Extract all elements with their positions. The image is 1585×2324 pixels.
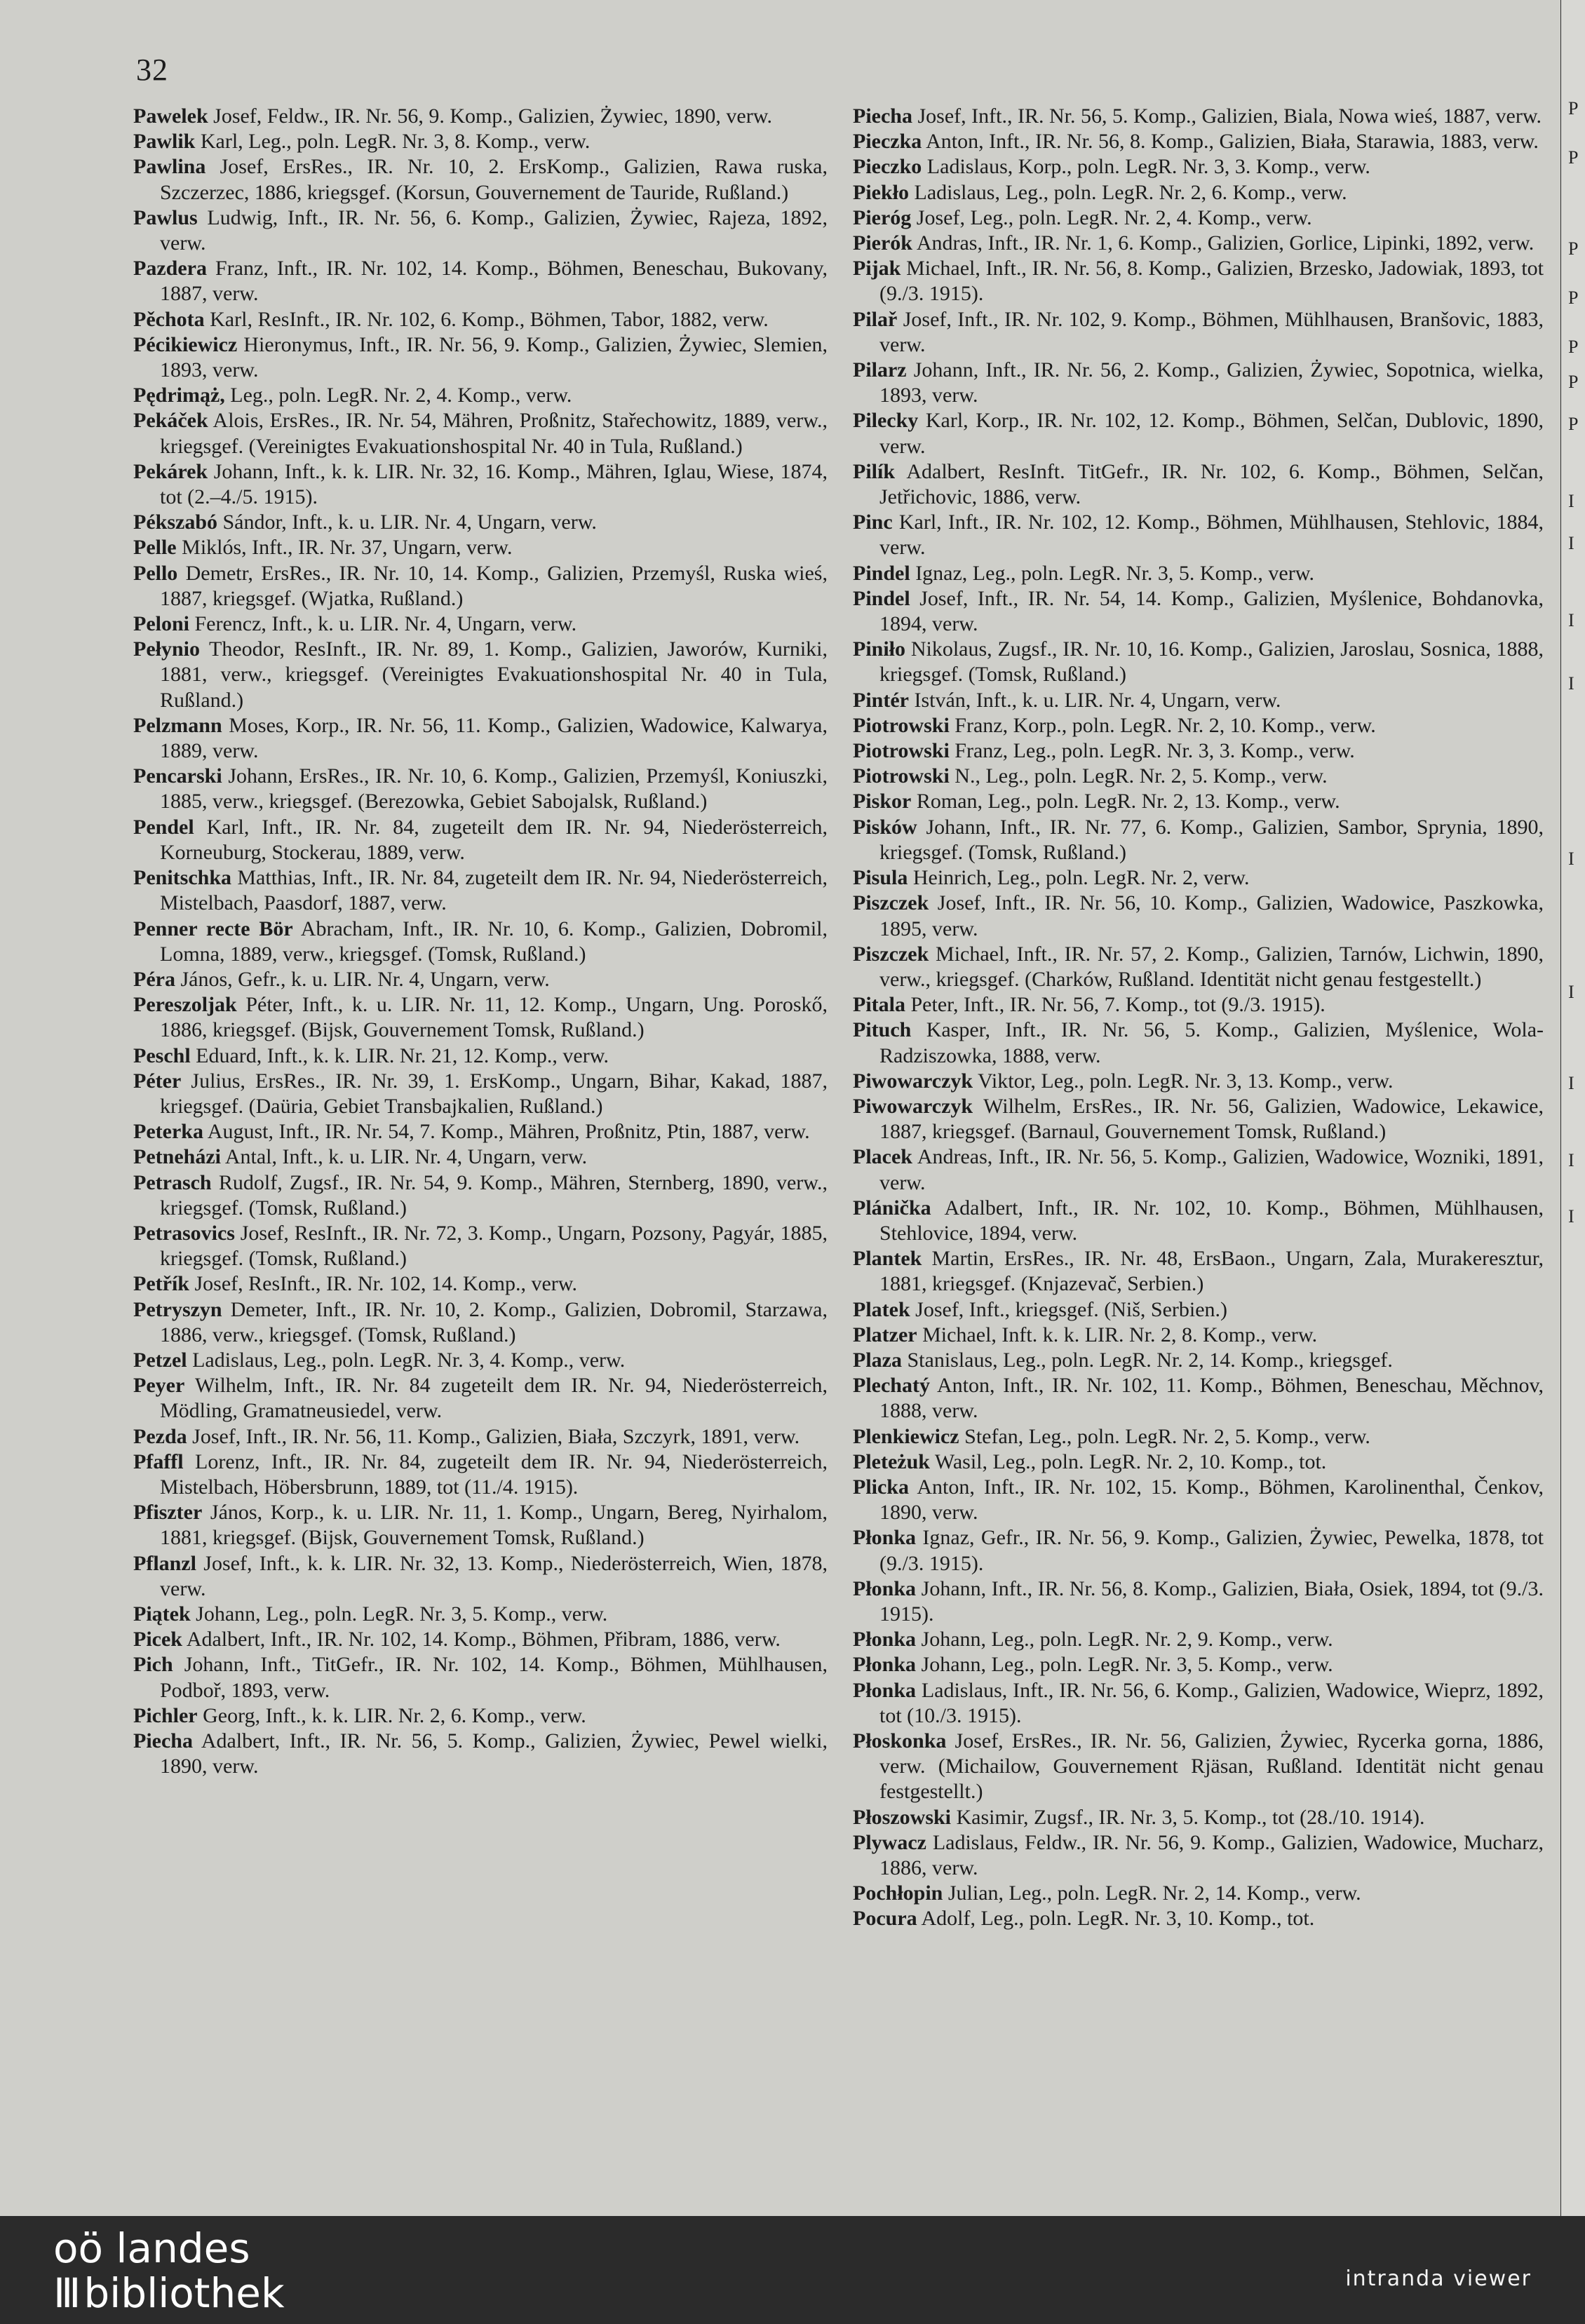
entry-details: Antal, Inft., k. u. LIR. Nr. 4, Ungarn, verw. [220,1145,588,1169]
register-entry [853,510,1544,560]
register-entry [133,332,828,383]
entry-surname: Piekło [853,180,909,204]
entry-surname: Peloni [133,612,189,636]
entry-details: Péter, Inft., k. u. LIR. Nr. 11, 12. Komp., Ungarn, Ung. Poroskő, 1886, kriegsgef. (Bijsk, Gouvernement Tomsk, Rußland.) [160,993,828,1042]
entry-details: Josef, ErsRes., IR. Nr. 10, 2. ErsKomp., Galizien, Rawa ruska, Szczerzec, 1886, kriegsgef. (Korsun, Gouvernement de Tauride, Rußland.) [160,155,828,204]
register-entry [133,1424,828,1450]
entry-surname: Petzel [133,1348,187,1372]
entry-details: Josef, Inft., IR. Nr. 56, 5. Komp., Galizien, Biala, Nowa wieś, 1887, verw. [912,104,1542,128]
entry-details: Wasil, Leg., poln. LegR. Nr. 2, 10. Komp., tot. [929,1450,1327,1473]
register-entry [853,1729,1544,1805]
edge-letter: P [1568,288,1579,308]
register-entry [133,1729,828,1779]
register-entry [133,383,828,408]
entry-details: Adolf, Leg., poln. LegR. Nr. 3, 10. Komp., tot. [917,1907,1315,1931]
entry-details: Nikolaus, Zugsf., IR. Nr. 10, 16. Komp., Galizien, Jaroslau, Sosnica, 1888, kriegsgef. (Tomsk, Rußland.) [879,637,1544,687]
entry-details: Ladislaus, Korp., poln. LegR. Nr. 3, 3. Komp., verw. [922,155,1370,179]
register-entry [853,891,1544,941]
entry-surname: Pisków [853,815,917,839]
entry-surname: Pawlik [133,130,196,154]
entry-details: Karl, ResInft., IR. Nr. 102, 6. Komp., Böhmen, Tabor, 1882, verw. [204,307,769,331]
register-entry [853,408,1544,459]
entry-surname: Penitschka [133,866,232,890]
entry-surname: Petřík [133,1272,189,1296]
entry-surname: Pekáček [133,409,208,433]
register-entry [853,1373,1544,1424]
edge-letter: P [1568,147,1579,168]
entry-details: Julian, Leg., poln. LegR. Nr. 2, 14. Komp., verw. [943,1882,1361,1905]
entry-details: Johann, Inft., k. k. LIR. Nr. 32, 16. Komp., Mähren, Iglau, Wiese, 1874, tot (2.–4./5. 1915). [160,459,828,509]
entry-details: Stanislaus, Leg., poln. LegR. Nr. 2, 14. Komp., kriegsgef. [901,1348,1393,1372]
entry-surname: Pocura [853,1907,917,1931]
register-entry [133,1170,828,1221]
register-entry [133,917,828,967]
register-entry [853,180,1544,205]
register-entry [133,307,828,332]
entry-details: Johann, ErsRes., IR. Nr. 10, 6. Komp., Galizien, Przemyśl, Koniuszki, 1885, verw., kriegsgef. (Berezowka, Gebiet Sabojalsk, Rußland.) [160,764,828,813]
entry-surname: Pleteżuk [853,1450,930,1473]
entry-details: Josef, Inft., IR. Nr. 56, 10. Komp., Galizien, Wadowice, Paszkowka, 1895, verw. [879,891,1544,940]
entry-surname: Pawlina [133,155,206,179]
entry-details: Peter, Inft., IR. Nr. 56, 7. Komp., tot (9./3. 1915). [905,993,1326,1017]
register-entry [853,637,1544,687]
entry-details: János, Gefr., k. u. LIR. Nr. 4, Ungarn, verw. [175,967,550,991]
entry-surname: Pitala [853,993,905,1017]
entry-surname: Pflanzl [133,1551,196,1575]
register-entry [133,1500,828,1551]
register-entry [133,205,828,256]
register-entry [853,865,1544,891]
entry-surname: Petrasch [133,1170,212,1194]
entry-details: Karl, Inft., IR. Nr. 102, 12. Komp., Böhmen, Mühlhausen, Stehlovic, 1884, verw. [879,511,1544,560]
entry-details: Martin, ErsRes., IR. Nr. 48, ErsBaon., Ungarn, Zala, Murakeresztur, 1881, kriegsgef. (Knjazevač, Serbien.) [879,1247,1544,1296]
register-entry [853,256,1544,306]
entry-details: János, Korp., k. u. LIR. Nr. 11, 1. Komp., Ungarn, Bereg, Nyirhalom, 1881, kriegsgef. (Bijsk, Gouvernement Tomsk, Rußland.) [160,1501,828,1550]
entry-details: Miklós, Inft., IR. Nr. 37, Ungarn, verw. [176,536,513,560]
register-entry [853,942,1544,992]
register-entry [853,1196,1544,1246]
register-entry [133,1373,828,1424]
entry-surname: Pazdera [133,257,207,281]
entry-surname: Piotrowski [853,713,950,737]
entry-surname: Petrasovics [133,1221,235,1245]
entry-details: Georg, Inft., k. k. LIR. Nr. 2, 6. Komp., verw. [197,1703,586,1727]
register-entry [133,1348,828,1373]
register-entry [853,129,1544,154]
entry-surname: Pierók [853,231,912,255]
entry-details: Anton, Inft., IR. Nr. 56, 8. Komp., Galizien, Biała, Starawia, 1883, verw. [922,130,1539,154]
edge-letter: I [1568,491,1574,511]
register-entry [853,307,1544,358]
entry-details: Josef, Inft., IR. Nr. 102, 9. Komp., Böhmen, Mühlhausen, Branšovic, 1883, verw. [879,307,1544,356]
entry-details: Kasper, Inft., IR. Nr. 56, 5. Komp., Galizien, Myślenice, Wola-Radziszowka, 1888, verw. [879,1018,1544,1067]
viewer-label[interactable]: intranda viewer [1345,2266,1532,2291]
register-entry [133,535,828,560]
register-entry [853,586,1544,637]
entry-surname: Placek [853,1145,912,1169]
edge-letter: P [1568,98,1579,119]
entry-details: Michael, Inft. k. k. LIR. Nr. 2, 8. Komp., verw. [917,1323,1318,1346]
entry-details: Andras, Inft., IR. Nr. 1, 6. Komp., Galizien, Gorlice, Lipinki, 1892, verw. [912,231,1535,255]
adjacent-page-edge [1561,0,1585,2216]
entry-surname: Peyer [133,1374,185,1398]
entry-surname: Pezda [133,1424,187,1448]
register-entry [133,154,828,205]
register-entry [853,764,1544,789]
entry-surname: Pello [133,561,178,585]
entry-details: Josef, Leg., poln. LegR. Nr. 2, 4. Komp., verw. [911,205,1312,229]
entry-details: Josef, ResInft., IR. Nr. 102, 14. Komp., verw. [189,1272,577,1296]
logo-line-1: oö landes [53,2224,250,2272]
entry-surname: Pindel [853,561,910,585]
entry-surname: Pijak [853,257,901,281]
entry-surname: Pencarski [133,764,222,788]
entry-surname: Piszczek [853,891,929,915]
register-entry [133,637,828,713]
entry-surname: Piątek [133,1602,191,1626]
register-entry [853,738,1544,764]
entry-details: Adalbert, Inft., IR. Nr. 56, 5. Komp., Galizien, Żywiec, Pewel wielki, 1890, verw. [160,1729,828,1778]
register-entry [853,1475,1544,1525]
entry-surname: Pieróg [853,205,912,229]
edge-letter: I [1568,533,1574,553]
entry-details: Demeter, Inft., IR. Nr. 10, 2. Komp., Galizien, Dobromil, Starzawa, 1886, verw., kriegsgef. (Tomsk, Rußland.) [160,1297,828,1346]
register-entry [133,967,828,992]
entry-surname: Pindel [853,586,910,610]
entry-details: Josef, Inft., kriegsgef. (Niš, Serbien.) [910,1297,1228,1321]
register-entry [133,1144,828,1170]
entry-surname: Pichler [133,1703,198,1727]
entry-surname: Plicka [853,1475,909,1499]
entry-surname: Płonka [853,1576,917,1600]
entry-details: Eduard, Inft., k. k. LIR. Nr. 21, 12. Komp., verw. [190,1043,609,1067]
entry-details: Wilhelm, Inft., IR. Nr. 84 zugeteilt dem IR. Nr. 94, Niederösterreich, Mödling, Gramatneusiedel, verw. [160,1374,828,1423]
entry-surname: Pełynio [133,637,200,661]
entry-details: Johann, Leg., poln. LegR. Nr. 3, 5. Komp., verw. [190,1602,608,1626]
entry-surname: Pituch [853,1018,912,1042]
entry-surname: Piotrowski [853,764,950,788]
edge-letter: I [1568,610,1574,630]
edge-letter: I [1568,849,1574,869]
register-entry [133,1652,828,1703]
entry-details: August, Inft., IR. Nr. 54, 7. Komp., Mähren, Proßnitz, Ptin, 1887, verw. [203,1120,810,1144]
entry-surname: Plánička [853,1196,931,1220]
register-entry [133,408,828,459]
register-entry [133,1271,828,1297]
register-entry [853,1652,1544,1677]
entry-details: Anton, Inft., IR. Nr. 102, 11. Komp., Böhmen, Beneschau, Měchnov, 1888, verw. [879,1374,1544,1423]
entry-surname: Pisula [853,866,908,890]
left-column [133,104,828,1779]
entry-surname: Pawelek [133,104,208,128]
entry-surname: Péra [133,967,175,991]
entry-details: Abracham, Inft., IR. Nr. 10, 6. Komp., Galizien, Dobromil, Lomna, 1889, verw., kriegsgef. (Tomsk, Rußland.) [160,917,828,966]
entry-details: Josef, Inft., IR. Nr. 54, 14. Komp., Galizien, Myślenice, Bohdanovka, 1894, verw. [879,586,1544,636]
register-entry [853,1881,1544,1906]
register-entry [853,104,1544,129]
entry-surname: Piskor [853,790,912,813]
entry-details: Ferencz, Inft., k. u. LIR. Nr. 4, Ungarn, verw. [189,612,577,636]
entry-details: Roman, Leg., poln. LegR. Nr. 2, 13. Komp., verw. [911,790,1340,813]
entry-details: Anton, Inft., IR. Nr. 102, 15. Komp., Böhmen, Karolinenthal, Čenkov, 1890, verw. [879,1475,1544,1525]
entry-surname: Piwowarczyk [853,1069,973,1093]
register-entry [133,815,828,865]
entry-surname: Płonka [853,1678,917,1702]
entry-details: Alois, ErsRes., IR. Nr. 54, Mähren, Proßnitz, Stařechowitz, 1889, verw., kriegsgef. (Vereinigtes Evakuationshospital Nr. 40 in Tula, Rußland.) [160,409,828,458]
entry-details: Adalbert, Inft., IR. Nr. 102, 14. Komp., Böhmen, Přibram, 1886, verw. [182,1628,781,1651]
entry-details: Johann, Inft., TitGefr., IR. Nr. 102, 14. Komp., Böhmen, Mühlhausen, Podboř, 1893, verw. [160,1653,828,1702]
logo-bars-icon: III [53,2269,77,2317]
register-entry [853,1297,1544,1323]
entry-details: István, Inft., k. u. LIR. Nr. 4, Ungarn, verw. [908,688,1281,712]
entry-surname: Pfaffl [133,1450,184,1473]
logo-line-2: bibliothek [83,2269,285,2317]
entry-surname: Penner recte Bör [133,917,293,940]
register-entry [853,1323,1544,1348]
entry-surname: Pinc [853,511,893,534]
register-entry [133,764,828,814]
entry-surname: Piecha [133,1729,193,1752]
entry-surname: Pécikiewicz [133,332,238,356]
register-entry [133,1221,828,1271]
entry-details: Julius, ErsRes., IR. Nr. 39, 1. ErsKomp., Ungarn, Bihar, Kakad, 1887, kriegsgef. (Daüria, Gebiet Transbajkalien, Rußland.) [160,1069,828,1118]
entry-details: Stefan, Leg., poln. LegR. Nr. 2, 5. Komp., verw. [959,1424,1370,1448]
entry-surname: Peterka [133,1120,203,1144]
entry-surname: Pilecky [853,409,919,433]
register-entry [853,1576,1544,1627]
entry-details: Johann, Inft., IR. Nr. 56, 2. Komp., Galizien, Żywiec, Sopotnica, wielka, 1893, verw. [879,358,1544,407]
register-entry [853,459,1544,510]
entry-surname: Pékszabó [133,511,217,534]
entry-details: Franz, Leg., poln. LegR. Nr. 3, 3. Komp., verw. [949,739,1355,763]
entry-details: Ignaz, Gefr., IR. Nr. 56, 9. Komp., Galizien, Żywiec, Pewelka, 1878, tot (9./3. 1915). [879,1526,1544,1575]
entry-details: Josef, ErsRes., IR. Nr. 56, Galizien, Żywiec, Rycerka gorna, 1886, verw. (Michailow, Gouvernement Rjäsan, Rußland. Identität nicht genau festgestellt.) [879,1729,1544,1804]
entry-details: Wilhelm, ErsRes., IR. Nr. 56, Galizien, Wadowice, Lekawice, 1887, kriegsgef. (Barnaul, Gouvernement Tomsk, Rußland.) [879,1094,1544,1144]
register-entry [853,561,1544,586]
entry-surname: Pieczko [853,155,922,179]
entry-surname: Plechatý [853,1374,930,1398]
entry-surname: Piwowarczyk [853,1094,973,1118]
edge-letter: I [1568,1206,1574,1227]
edge-letter: P [1568,372,1579,392]
entry-details: Lorenz, Inft., IR. Nr. 84, zugeteilt dem IR. Nr. 94, Niederösterreich, Mistelbach, Höbersbrunn, 1889, tot (11./4. 1915). [160,1450,828,1499]
edge-letter: P [1568,238,1579,259]
register-entry [133,1119,828,1144]
edge-letter: I [1568,1150,1574,1170]
register-entry [853,815,1544,865]
entry-details: Karl, Inft., IR. Nr. 84, zugeteilt dem IR. Nr. 94, Niederösterreich, Korneuburg, Stockerau, 1889, verw. [160,815,828,864]
entry-surname: Picek [133,1628,182,1651]
entry-details: Karl, Korp., IR. Nr. 102, 12. Komp., Böhmen, Selčan, Dublovic, 1890, verw. [879,409,1544,458]
entry-details: Adalbert, Inft., IR. Nr. 102, 10. Komp., Böhmen, Mühlhausen, Stehlovice, 1894, verw. [879,1196,1544,1245]
entry-surname: Pfiszter [133,1501,203,1525]
register-entry [853,713,1544,738]
entry-surname: Płonka [853,1653,917,1677]
register-entry [853,992,1544,1018]
register-entry [133,713,828,764]
page-number: 32 [136,53,168,87]
edge-letter: I [1568,673,1574,694]
register-entry [133,1043,828,1069]
entry-surname: Petneházi [133,1145,221,1169]
entry-surname: Piotrowski [853,739,950,763]
register-entry [133,1297,828,1348]
register-entry [853,231,1544,256]
register-entry [853,1525,1544,1576]
edge-letter: P [1568,337,1579,357]
entry-details: Ludwig, Inft., IR. Nr. 56, 6. Komp., Galizien, Żywiec, Rajeza, 1892, verw. [160,205,828,255]
register-entry [853,1805,1544,1830]
entry-details: Andreas, Inft., IR. Nr. 56, 5. Komp., Galizien, Wadowice, Wozniki, 1891, verw. [879,1145,1544,1194]
register-entry [853,358,1544,408]
register-entry [133,1551,828,1602]
right-column [853,104,1544,1932]
entry-details: Johann, Leg., poln. LegR. Nr. 2, 9. Komp., verw. [916,1628,1333,1651]
register-entry [853,1424,1544,1450]
register-entry [133,129,828,154]
entry-surname: Piniło [853,637,906,661]
entry-surname: Plywacz [853,1830,926,1854]
entry-surname: Pereszoljak [133,993,237,1017]
entry-details: Michael, Inft., IR. Nr. 56, 8. Komp., Galizien, Brzesko, Jadowiak, 1893, tot (9./3. 1915). [879,257,1544,306]
entry-surname: Pilík [853,459,896,483]
edge-letter: I [1568,1073,1574,1093]
register-entry [853,1348,1544,1373]
entry-surname: Pekárek [133,459,208,483]
register-entry [133,1627,828,1652]
viewer-footer [0,2216,1585,2324]
entry-surname: Pelzmann [133,713,222,737]
entry-surname: Pendel [133,815,194,839]
entry-details: Johann, Inft., IR. Nr. 77, 6. Komp., Galizien, Sambor, Sprynia, 1890, kriegsgef. (Tomsk, Rußland.) [879,815,1544,864]
entry-details: Johann, Inft., IR. Nr. 56, 8. Komp., Galizien, Biała, Osiek, 1894, tot (9./3. 1915). [879,1576,1544,1626]
register-entry [853,789,1544,814]
entry-details: Heinrich, Leg., poln. LegR. Nr. 2, verw. [908,866,1250,890]
register-entry [133,256,828,306]
entry-details: Ladislaus, Feldw., IR. Nr. 56, 9. Komp., Galizien, Wadowice, Mucharz, 1886, verw. [879,1830,1544,1880]
entry-surname: Plaza [853,1348,902,1372]
register-entry [133,1069,828,1119]
entry-details: Ladislaus, Inft., IR. Nr. 56, 6. Komp., Galizien, Wadowice, Wieprz, 1892, tot (10./3. 1915). [879,1678,1544,1727]
register-entry [133,510,828,535]
entry-details: Josef, Inft., IR. Nr. 56, 11. Komp., Galizien, Biała, Szczyrk, 1891, verw. [187,1424,800,1448]
register-entry [133,561,828,612]
entry-surname: Płonka [853,1526,917,1550]
entry-surname: Pěchota [133,307,205,331]
register-entry [853,1069,1544,1094]
entry-surname: Piecha [853,104,912,128]
entry-surname: Péter [133,1069,182,1093]
register-entry [853,1144,1544,1195]
entry-details: Moses, Korp., IR. Nr. 56, 11. Komp., Galizien, Wadowice, Kalwarya, 1889, verw. [160,713,828,763]
entry-details: Karl, Leg., poln. LegR. Nr. 3, 8. Komp., verw. [195,130,591,154]
entry-surname: Plantek [853,1247,922,1271]
entry-surname: Pawlus [133,205,198,229]
register-entry [853,1094,1544,1144]
register-entry [853,1906,1544,1931]
register-entry [853,1627,1544,1652]
entry-surname: Platzer [853,1323,917,1346]
entry-details: Leg., poln. LegR. Nr. 2, 4. Komp., verw. [224,384,572,407]
entry-details: Josef, Feldw., IR. Nr. 56, 9. Komp., Galizien, Żywiec, 1890, verw. [208,104,772,128]
entry-surname: Pochłopin [853,1882,943,1905]
entry-details: Theodor, ResInft., IR. Nr. 89, 1. Komp., Galizien, Jaworów, Kurniki, 1881, verw., kriegsgef. (Vereinigtes Evakuationshospital Nr. 40 in Tula, Rußland.) [160,637,828,712]
entry-details: Matthias, Inft., IR. Nr. 84, zugeteilt dem IR. Nr. 94, Niederösterreich, Mistelbach, Paasdorf, 1887, verw. [160,866,828,915]
entry-surname: Plenkiewicz [853,1424,959,1448]
register-entry [133,1602,828,1627]
entry-details: Hieronymus, Inft., IR. Nr. 56, 9. Komp., Galizien, Żywiec, Slemien, 1893, verw. [160,332,828,382]
register-entry [853,1246,1544,1297]
entry-surname: Pelle [133,536,177,560]
entry-surname: Pilarz [853,358,907,382]
register-entry [133,612,828,637]
register-entry [853,1830,1544,1881]
entry-details: Michael, Inft., IR. Nr. 57, 2. Komp., Galizien, Tarnów, Lichwin, 1890, verw., kriegsgef. (Charków, Rußland. Identität nicht genau festgestellt.) [879,942,1544,991]
register-entry [133,865,828,916]
register-entry [133,992,828,1043]
entry-surname: Płoszowski [853,1805,952,1829]
entry-details: Josef, ResInft., IR. Nr. 72, 3. Komp., Ungarn, Pozsony, Pagyár, 1885, kriegsgef. (Tomsk, Rußland.) [160,1221,828,1271]
register-entry [853,688,1544,713]
entry-surname: Platek [853,1297,910,1321]
register-entry [133,1450,828,1500]
entry-surname: Pich [133,1653,173,1677]
register-entry [853,1678,1544,1729]
entry-details: Viktor, Leg., poln. LegR. Nr. 3, 13. Komp., verw. [973,1069,1394,1093]
library-logo[interactable] [53,2226,285,2316]
register-entry [853,154,1544,180]
entry-surname: Pintér [853,688,909,712]
entry-details: Demetr, ErsRes., IR. Nr. 10, 14. Komp., Galizien, Przemyśl, Ruska wieś, 1887, kriegsgef. (Wjatka, Rußland.) [160,561,828,610]
entry-surname: Płoskonka [853,1729,947,1752]
entry-details: Sándor, Inft., k. u. LIR. Nr. 4, Ungarn, verw. [217,511,597,534]
entry-details: Adalbert, ResInft. TitGefr., IR. Nr. 102, 6. Komp., Böhmen, Selčan, Jetřichovic, 1886, verw. [879,459,1544,509]
entry-details: Ignaz, Leg., poln. LegR. Nr. 3, 5. Komp., verw. [910,561,1314,585]
entry-surname: Płonka [853,1628,917,1651]
edge-letter: P [1568,414,1579,434]
entry-surname: Peschl [133,1043,191,1067]
entry-details: Josef, Inft., k. k. LIR. Nr. 32, 13. Komp., Niederösterreich, Wien, 1878, verw. [160,1551,828,1600]
entry-details: Rudolf, Zugsf., IR. Nr. 54, 9. Komp., Mähren, Sternberg, 1890, verw., kriegsgef. (Tomsk, Rußland.) [160,1170,828,1220]
entry-surname: Piszczek [853,942,929,966]
entry-details: Kasimir, Zugsf., IR. Nr. 3, 5. Komp., tot (28./10. 1914). [951,1805,1425,1829]
entry-details: Johann, Leg., poln. LegR. Nr. 3, 5. Komp., verw. [916,1653,1333,1677]
entry-details: Franz, Korp., poln. LegR. Nr. 2, 10. Komp., verw. [949,713,1376,737]
entry-surname: Pieczka [853,130,922,154]
register-entry [133,459,828,510]
entry-surname: Pilař [853,307,898,331]
entry-details: Ladislaus, Leg., poln. LegR. Nr. 2, 6. Komp., verw. [909,180,1347,204]
register-entry [853,1450,1544,1475]
entry-details: N., Leg., poln. LegR. Nr. 2, 5. Komp., verw. [949,764,1328,788]
register-entry [133,1703,828,1729]
entry-details: Ladislaus, Leg., poln. LegR. Nr. 3, 4. Komp., verw. [187,1348,626,1372]
register-entry [133,104,828,129]
register-entry [853,205,1544,231]
entry-surname: Petryszyn [133,1297,222,1321]
edge-letter: I [1568,982,1574,1002]
register-entry [853,1018,1544,1068]
entry-details: Franz, Inft., IR. Nr. 102, 14. Komp., Böhmen, Beneschau, Bukovany, 1887, verw. [160,257,828,306]
entry-surname: Pędrimąż, [133,384,225,407]
